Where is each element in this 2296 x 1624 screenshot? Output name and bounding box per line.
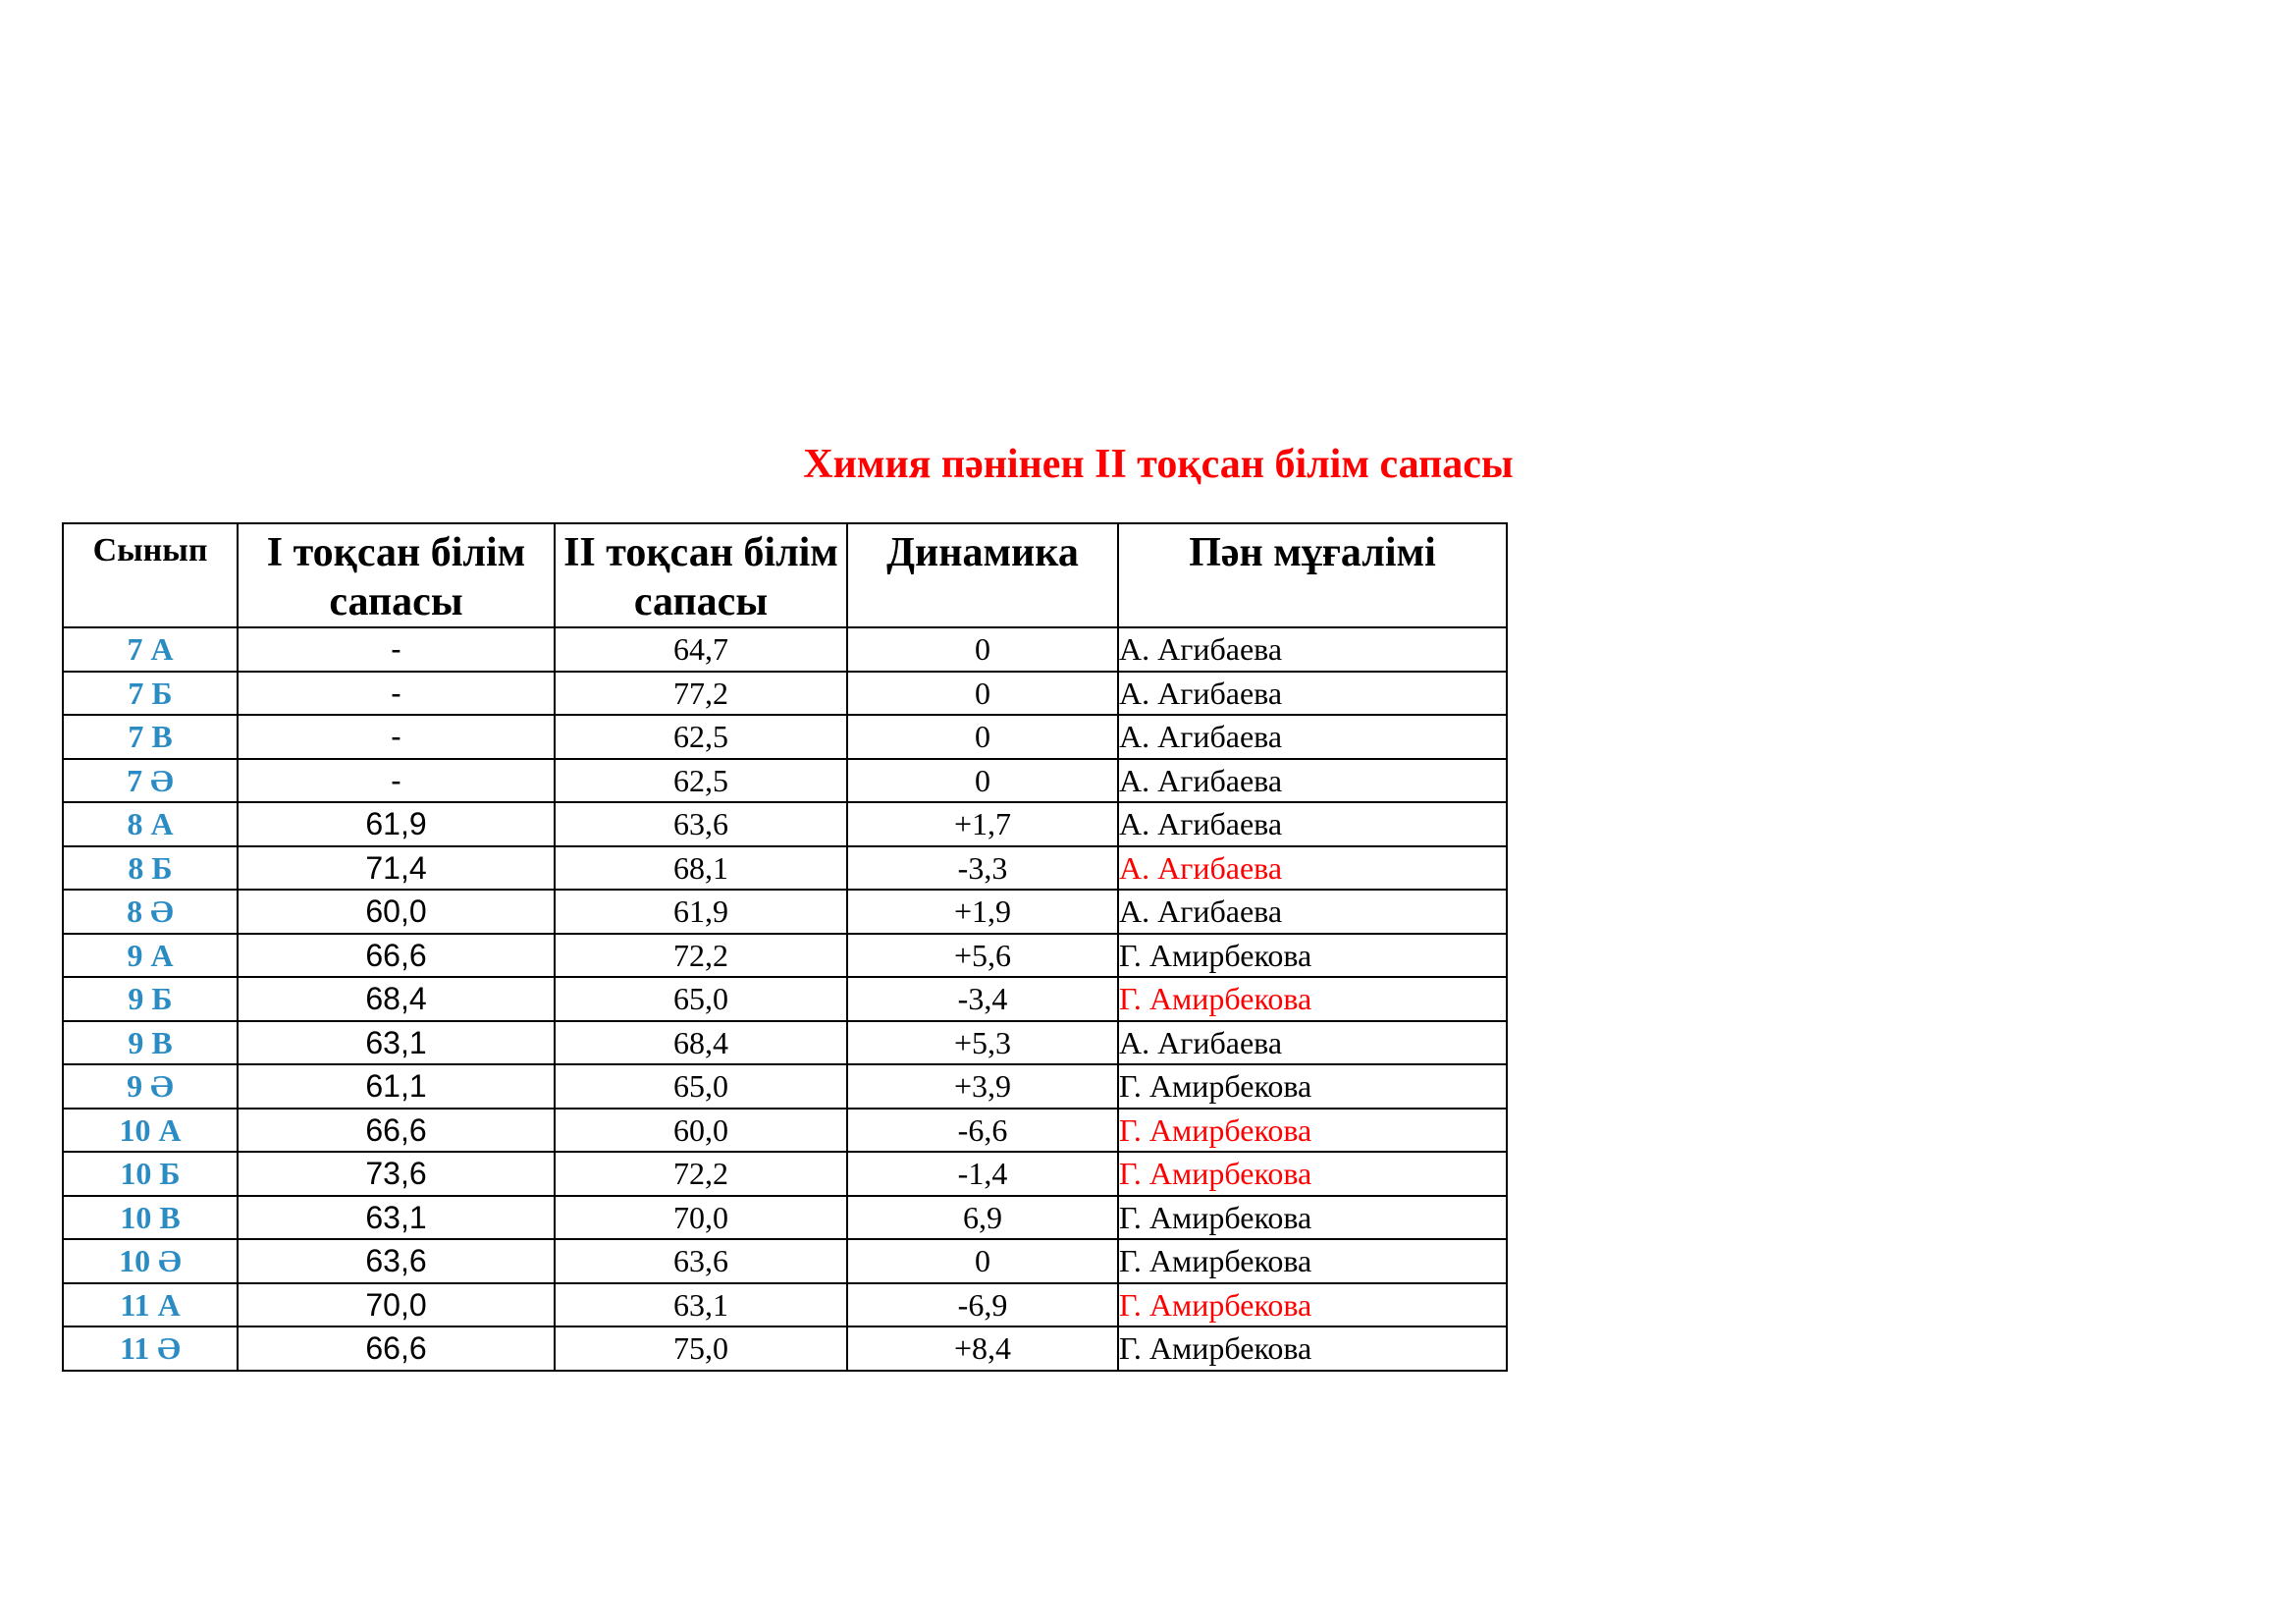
cell-q1-quality: - <box>238 715 555 759</box>
cell-q2-quality: 63,6 <box>555 1239 847 1283</box>
cell-q2-quality: 64,7 <box>555 627 847 672</box>
quality-table <box>62 522 1508 1372</box>
cell-q1-quality: 61,9 <box>238 802 555 846</box>
table-row <box>63 1239 1507 1283</box>
cell-q1-quality: - <box>238 627 555 672</box>
cell-class: 7 Ә <box>63 759 238 803</box>
cell-class: 10 А <box>63 1109 238 1153</box>
cell-teacher: А. Агибаева <box>1118 846 1507 891</box>
cell-dynamics: +1,7 <box>847 802 1118 846</box>
cell-dynamics: +3,9 <box>847 1064 1118 1109</box>
cell-dynamics: 0 <box>847 1239 1118 1283</box>
cell-teacher: А. Агибаева <box>1118 627 1507 672</box>
cell-dynamics: 0 <box>847 715 1118 759</box>
cell-q2-quality: 70,0 <box>555 1196 847 1240</box>
table-row <box>63 1196 1507 1240</box>
cell-dynamics: -6,6 <box>847 1109 1118 1153</box>
cell-dynamics: -3,3 <box>847 846 1118 891</box>
cell-class: 9 Б <box>63 977 238 1021</box>
cell-class: 7 В <box>63 715 238 759</box>
cell-class: 8 А <box>63 802 238 846</box>
cell-dynamics: -1,4 <box>847 1152 1118 1196</box>
cell-teacher: А. Агибаева <box>1118 1021 1507 1065</box>
cell-teacher: А. Агибаева <box>1118 672 1507 716</box>
cell-q2-quality: 75,0 <box>555 1326 847 1371</box>
cell-q1-quality: 63,1 <box>238 1021 555 1065</box>
cell-class: 10 Ә <box>63 1239 238 1283</box>
cell-class: 11 А <box>63 1283 238 1327</box>
cell-q1-quality: 66,6 <box>238 934 555 978</box>
cell-q1-quality: - <box>238 672 555 716</box>
cell-class: 9 А <box>63 934 238 978</box>
table-row <box>63 1109 1507 1153</box>
cell-class: 8 Ә <box>63 890 238 934</box>
cell-q2-quality: 62,5 <box>555 759 847 803</box>
table-header-row <box>63 523 1507 627</box>
cell-dynamics: +5,3 <box>847 1021 1118 1065</box>
cell-teacher: Г. Амирбекова <box>1118 1239 1507 1283</box>
cell-class: 8 Б <box>63 846 238 891</box>
cell-q2-quality: 60,0 <box>555 1109 847 1153</box>
cell-dynamics: 6,9 <box>847 1196 1118 1240</box>
table-row <box>63 627 1507 672</box>
cell-dynamics: 0 <box>847 627 1118 672</box>
table-row <box>63 672 1507 716</box>
cell-q2-quality: 77,2 <box>555 672 847 716</box>
cell-q2-quality: 65,0 <box>555 977 847 1021</box>
table-row <box>63 890 1507 934</box>
cell-q2-quality: 68,1 <box>555 846 847 891</box>
cell-class: 7 А <box>63 627 238 672</box>
header-q1: I тоқсан білім сапасы <box>238 523 555 627</box>
cell-teacher: Г. Амирбекова <box>1118 1152 1507 1196</box>
cell-dynamics: -3,4 <box>847 977 1118 1021</box>
table-row <box>63 715 1507 759</box>
cell-class: 10 В <box>63 1196 238 1240</box>
cell-q1-quality: 61,1 <box>238 1064 555 1109</box>
cell-q1-quality: 73,6 <box>238 1152 555 1196</box>
cell-teacher: А. Агибаева <box>1118 759 1507 803</box>
cell-teacher: Г. Амирбекова <box>1118 1326 1507 1371</box>
cell-class: 11 Ә <box>63 1326 238 1371</box>
cell-q1-quality: 60,0 <box>238 890 555 934</box>
cell-q1-quality: 63,6 <box>238 1239 555 1283</box>
table-row <box>63 1283 1507 1327</box>
cell-teacher: Г. Амирбекова <box>1118 1196 1507 1240</box>
cell-teacher: Г. Амирбекова <box>1118 977 1507 1021</box>
cell-q1-quality: 71,4 <box>238 846 555 891</box>
cell-q1-quality: 66,6 <box>238 1326 555 1371</box>
table-row <box>63 1152 1507 1196</box>
cell-class: 9 В <box>63 1021 238 1065</box>
cell-dynamics: +1,9 <box>847 890 1118 934</box>
header-class: Сынып <box>63 523 238 627</box>
cell-q2-quality: 61,9 <box>555 890 847 934</box>
table-row <box>63 1021 1507 1065</box>
table-row <box>63 846 1507 891</box>
cell-teacher: Г. Амирбекова <box>1118 1283 1507 1327</box>
cell-class: 10 Б <box>63 1152 238 1196</box>
header-dynamics: Динамика <box>847 523 1118 627</box>
cell-dynamics: 0 <box>847 759 1118 803</box>
cell-q2-quality: 63,1 <box>555 1283 847 1327</box>
cell-q2-quality: 62,5 <box>555 715 847 759</box>
cell-teacher: А. Агибаева <box>1118 715 1507 759</box>
table-row <box>63 977 1507 1021</box>
cell-q1-quality: 63,1 <box>238 1196 555 1240</box>
table-body <box>63 627 1507 1371</box>
cell-teacher: А. Агибаева <box>1118 802 1507 846</box>
cell-dynamics: +5,6 <box>847 934 1118 978</box>
cell-dynamics: 0 <box>847 672 1118 716</box>
cell-q2-quality: 72,2 <box>555 1152 847 1196</box>
header-q2: II тоқсан білім сапасы <box>555 523 847 627</box>
cell-class: 7 Б <box>63 672 238 716</box>
cell-dynamics: +8,4 <box>847 1326 1118 1371</box>
header-teacher: Пән мұғалімі <box>1118 523 1507 627</box>
cell-teacher: Г. Амирбекова <box>1118 934 1507 978</box>
table-row <box>63 1326 1507 1371</box>
table-row <box>63 1064 1507 1109</box>
cell-q1-quality: 70,0 <box>238 1283 555 1327</box>
table-row <box>63 802 1507 846</box>
cell-q1-quality: - <box>238 759 555 803</box>
table-row <box>63 759 1507 803</box>
cell-q2-quality: 65,0 <box>555 1064 847 1109</box>
cell-teacher: Г. Амирбекова <box>1118 1109 1507 1153</box>
cell-q2-quality: 68,4 <box>555 1021 847 1065</box>
cell-q1-quality: 68,4 <box>238 977 555 1021</box>
cell-teacher: А. Агибаева <box>1118 890 1507 934</box>
cell-teacher: Г. Амирбекова <box>1118 1064 1507 1109</box>
cell-dynamics: -6,9 <box>847 1283 1118 1327</box>
cell-class: 9 Ә <box>63 1064 238 1109</box>
cell-q2-quality: 72,2 <box>555 934 847 978</box>
table-row <box>63 934 1507 978</box>
page-title: Химия пәнінен II тоқсан білім сапасы <box>803 442 1514 487</box>
cell-q2-quality: 63,6 <box>555 802 847 846</box>
cell-q1-quality: 66,6 <box>238 1109 555 1153</box>
